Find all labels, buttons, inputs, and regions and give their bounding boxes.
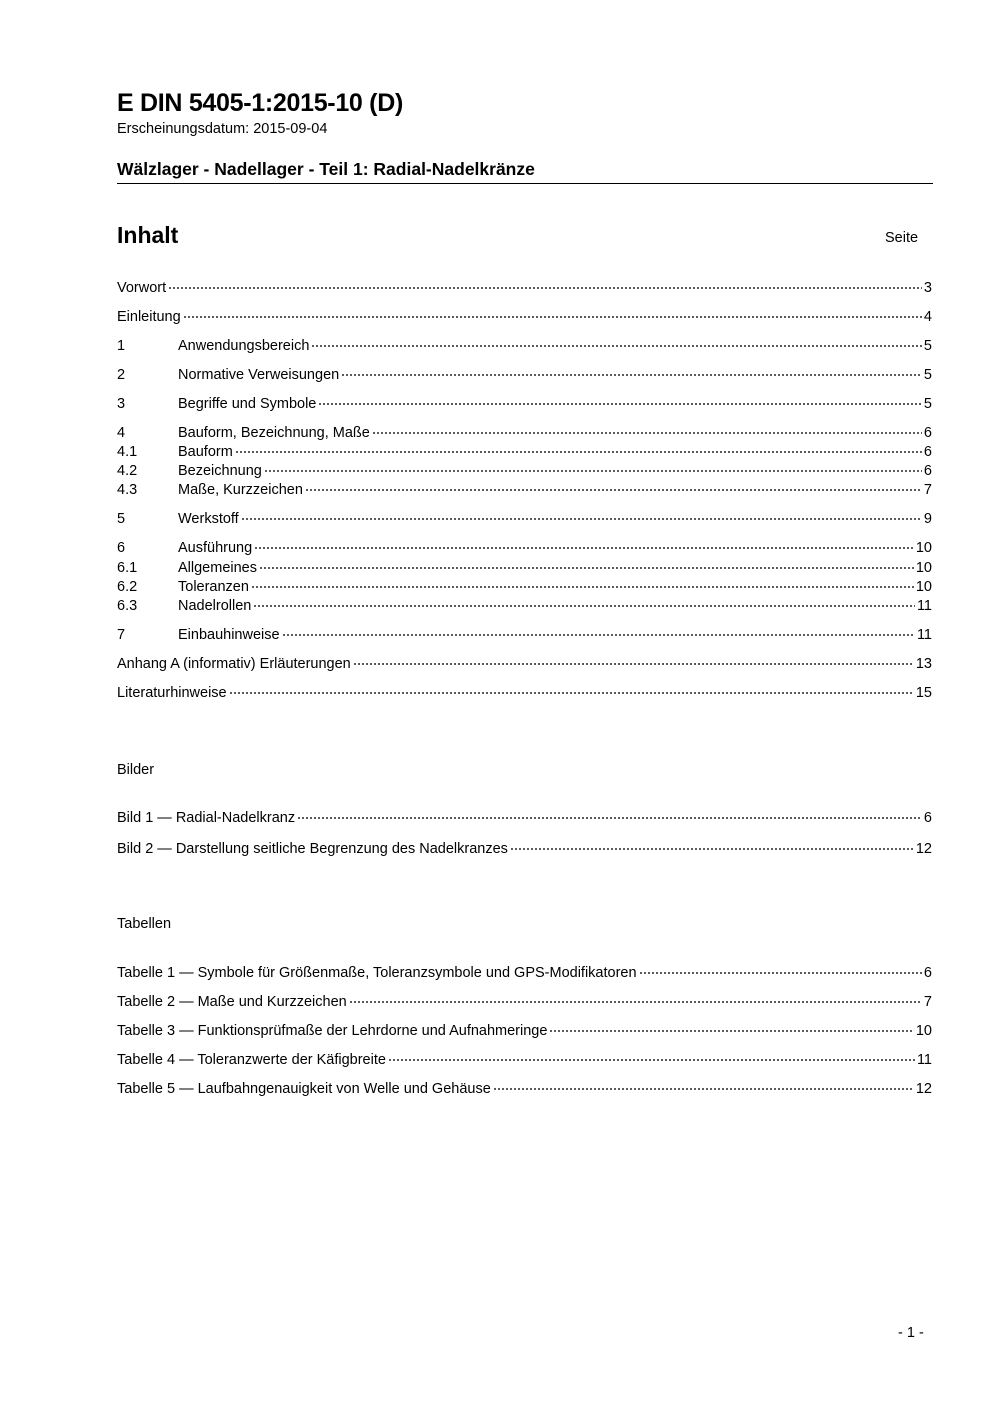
- toc-entry-page: 11: [916, 627, 932, 643]
- toc-heading: Inhalt: [117, 222, 179, 248]
- table-entry-3[interactable]: [117, 1022, 932, 1041]
- toc-entry-text: Bezeichnung: [178, 463, 262, 479]
- toc-entry-number: 3: [117, 396, 126, 412]
- page-column-label: Seite: [885, 230, 919, 246]
- toc-entry-text: Anhang A (informativ) Erläuterungen: [117, 656, 351, 672]
- toc-entry-page: 9: [923, 511, 932, 527]
- toc-entry-page: 7: [923, 482, 932, 498]
- toc-entry-text: Anwendungsbereich: [178, 338, 310, 354]
- toc-entry-page: 5: [923, 367, 932, 383]
- toc-entry-number: 1: [117, 338, 126, 354]
- toc-entry-page: 4: [923, 309, 932, 325]
- figures-heading: Bilder: [117, 762, 155, 778]
- table-entry-page: 11: [916, 1052, 932, 1068]
- publication-date: Erscheinungsdatum: 2015-09-04: [117, 121, 328, 137]
- toc-entry-number: 6.1: [117, 560, 138, 576]
- toc-entry-text: Einleitung: [117, 309, 181, 325]
- dot-leader: [264, 460, 922, 472]
- dot-leader: [259, 557, 914, 569]
- toc-entry-3[interactable]: [117, 395, 932, 414]
- toc-entry-7[interactable]: [117, 626, 932, 645]
- toc-entry-number: 7: [117, 627, 126, 643]
- toc-entry-vorwort[interactable]: [117, 279, 932, 298]
- dot-leader: [510, 838, 914, 850]
- dot-leader: [318, 393, 922, 405]
- toc-entry-number: 6.2: [117, 579, 138, 595]
- dot-leader: [549, 1020, 913, 1032]
- title-divider: [117, 183, 933, 184]
- dot-leader: [297, 807, 922, 819]
- toc-entry-number: 4.1: [117, 444, 138, 460]
- figure-entry-page: 6: [923, 810, 932, 826]
- toc-entry-number: 6: [117, 540, 126, 556]
- toc-entry-2[interactable]: [117, 366, 932, 385]
- dot-leader: [168, 277, 922, 289]
- toc-entry-6-3[interactable]: [117, 597, 932, 616]
- table-entry-page: 10: [915, 1023, 932, 1039]
- toc-entry-page: 6: [923, 425, 932, 441]
- toc-entry-page: 15: [915, 685, 932, 701]
- toc-entry-page: 3: [923, 280, 932, 296]
- dot-leader: [282, 624, 915, 636]
- dot-leader: [254, 537, 914, 549]
- dot-leader: [241, 508, 922, 520]
- table-entry-1[interactable]: [117, 964, 932, 983]
- toc-entry-4-3[interactable]: [117, 481, 932, 500]
- dot-leader: [253, 595, 915, 607]
- dot-leader: [235, 441, 922, 453]
- toc-entry-number: 6.3: [117, 598, 138, 614]
- tables-heading: Tabellen: [117, 916, 172, 932]
- toc-entry-text: Einbauhinweise: [178, 627, 280, 643]
- toc-entry-page: 5: [923, 338, 932, 354]
- toc-entry-number: 5: [117, 511, 126, 527]
- toc-entry-page: 10: [915, 540, 932, 556]
- dot-leader: [639, 962, 922, 974]
- document-title: Wälzlager - Nadellager - Teil 1: Radial-Nadelkränze: [117, 159, 535, 179]
- table-entry-text: Tabelle 1 — Symbole für Größenmaße, Toleranzsymbole und GPS-Modifikatoren: [117, 965, 637, 981]
- toc-entry-text: Nadelrollen: [178, 598, 252, 614]
- toc-entry-6[interactable]: [117, 539, 932, 558]
- dot-leader: [311, 335, 922, 347]
- table-entry-2[interactable]: [117, 993, 932, 1012]
- toc-entry-1[interactable]: [117, 337, 932, 356]
- dot-leader: [305, 479, 922, 491]
- toc-entry-number: 4: [117, 425, 126, 441]
- figure-entry-2[interactable]: [117, 840, 932, 859]
- table-entry-page: 6: [923, 965, 932, 981]
- dot-leader: [183, 306, 922, 318]
- figure-entry-page: 12: [915, 841, 932, 857]
- table-entry-5[interactable]: [117, 1080, 932, 1099]
- toc-entry-text: Normative Verweisungen: [178, 367, 340, 383]
- toc-entry-page: 5: [923, 396, 932, 412]
- toc-entry-text: Vorwort: [117, 280, 167, 296]
- toc-entry-text: Bauform, Bezeichnung, Maße: [178, 425, 370, 441]
- toc-entry-einleitung[interactable]: [117, 308, 932, 327]
- document-id: E DIN 5405-1:2015-10 (D): [117, 89, 403, 117]
- toc-entry-number: 4.2: [117, 463, 138, 479]
- toc-entry-text: Begriffe und Symbole: [178, 396, 317, 412]
- toc-entry-5[interactable]: [117, 510, 932, 529]
- toc-entry-text: Bauform: [178, 444, 233, 460]
- toc-entry-page: 6: [923, 463, 932, 479]
- figure-entry-text: Bild 1 — Radial-Nadelkranz: [117, 810, 296, 826]
- toc-entry-page: 10: [915, 560, 932, 576]
- dot-leader: [388, 1049, 915, 1061]
- toc-entry-page: 10: [915, 579, 932, 595]
- toc-entry-page: 6: [923, 444, 932, 460]
- page-number: - 1 -: [898, 1325, 924, 1341]
- dot-leader: [349, 991, 922, 1003]
- dot-leader: [372, 422, 922, 434]
- table-entry-text: Tabelle 3 — Funktionsprüfmaße der Lehrdorne und Aufnahmeringe: [117, 1023, 548, 1039]
- toc-entry-number: 4.3: [117, 482, 138, 498]
- table-entry-text: Tabelle 2 — Maße und Kurzzeichen: [117, 994, 347, 1010]
- figure-entry-1[interactable]: [117, 809, 932, 828]
- toc-entry-text: Ausführung: [178, 540, 253, 556]
- toc-entry-text: Maße, Kurzzeichen: [178, 482, 303, 498]
- toc-entry-literaturhinweise[interactable]: [117, 684, 932, 703]
- dot-leader: [493, 1078, 914, 1090]
- dot-leader: [251, 576, 914, 588]
- table-entry-text: Tabelle 4 — Toleranzwerte der Käfigbreite: [117, 1052, 386, 1068]
- toc-entry-number: 2: [117, 367, 126, 383]
- toc-entry-text: Literaturhinweise: [117, 685, 227, 701]
- figure-entry-text: Bild 2 — Darstellung seitliche Begrenzung des Nadelkranzes: [117, 841, 508, 857]
- toc-entry-text: Werkstoff: [178, 511, 239, 527]
- table-entry-page: 7: [923, 994, 932, 1010]
- table-entry-page: 12: [915, 1081, 932, 1097]
- toc-entry-text: Toleranzen: [178, 579, 249, 595]
- toc-entry-anhang-a[interactable]: [117, 655, 932, 674]
- toc-entry-text: Allgemeines: [178, 560, 257, 576]
- dot-leader: [341, 364, 922, 376]
- table-entry-text: Tabelle 5 — Laufbahngenauigkeit von Welle und Gehäuse: [117, 1081, 491, 1097]
- dot-leader: [229, 682, 914, 694]
- toc-entry-page: 11: [916, 598, 932, 614]
- table-entry-4[interactable]: [117, 1051, 932, 1070]
- dot-leader: [353, 653, 914, 665]
- toc-entry-page: 13: [915, 656, 932, 672]
